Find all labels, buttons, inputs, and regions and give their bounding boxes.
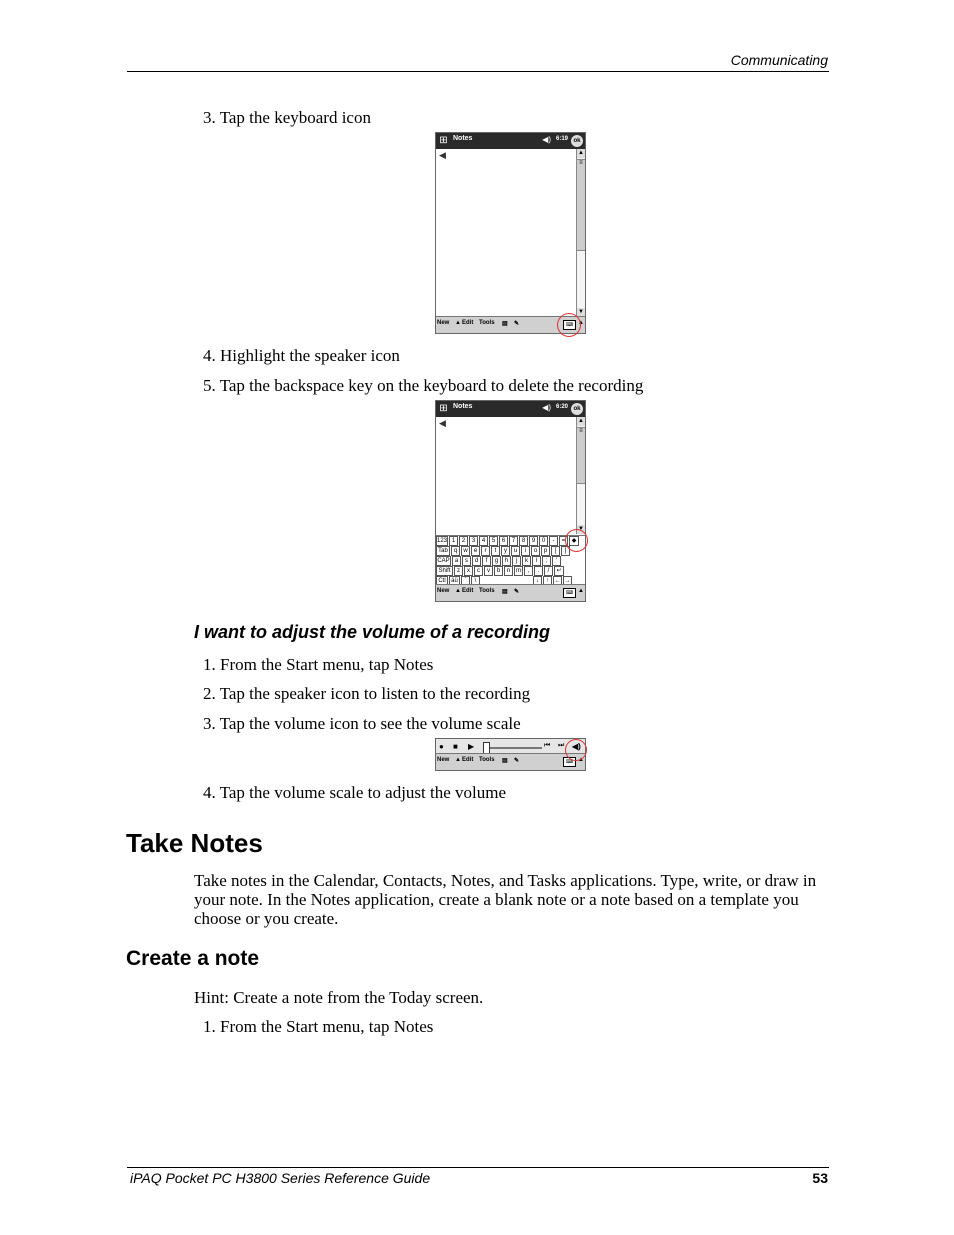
- app-title: Notes: [453, 403, 473, 410]
- step-tap-speaker: 2. Tap the speaker icon to listen to the recording: [203, 684, 531, 703]
- keyboard-key[interactable]: ◆: [569, 536, 579, 546]
- keyboard-key[interactable]: s: [462, 556, 471, 566]
- menu-edit[interactable]: Edit: [462, 757, 474, 763]
- keyboard-key[interactable]: ↵: [554, 566, 564, 576]
- keyboard-key[interactable]: c: [474, 566, 483, 576]
- scrollbar[interactable]: [576, 417, 585, 534]
- keyboard-key[interactable]: z: [454, 566, 463, 576]
- keyboard-key[interactable]: 2: [459, 536, 468, 546]
- pen-icon[interactable]: ✎: [514, 321, 520, 327]
- keyboard-key[interactable]: b: [494, 566, 503, 576]
- keyboard-key[interactable]: u: [511, 546, 520, 556]
- keyboard-key[interactable]: 6: [499, 536, 508, 546]
- ok-button[interactable]: ok: [571, 135, 583, 147]
- screenshot-recorder: [435, 738, 586, 771]
- keyboard-key[interactable]: w: [461, 546, 470, 556]
- keyboard-key[interactable]: Ctl: [436, 576, 448, 586]
- keyboard-key[interactable]: -: [549, 536, 558, 546]
- record-icon[interactable]: ●: [439, 742, 444, 751]
- footer-rule: [127, 1167, 829, 1168]
- keyboard-key[interactable]: Shift: [436, 566, 453, 576]
- keyboard-key[interactable]: ,: [524, 566, 533, 576]
- keyboard-icon[interactable]: ⌨: [563, 320, 576, 330]
- menu-new[interactable]: New: [437, 588, 450, 594]
- keyboard-row: [436, 546, 585, 556]
- keyboard-key[interactable]: 0: [539, 536, 548, 546]
- windows-start-icon[interactable]: ⊞: [439, 403, 448, 414]
- scroll-down-icon[interactable]: ▼: [578, 309, 584, 315]
- keyboard-row: [436, 556, 585, 566]
- keyboard-key[interactable]: 5: [489, 536, 498, 546]
- pen-icon[interactable]: ✎: [514, 589, 520, 595]
- menu-arrow-icon[interactable]: ▲: [455, 588, 461, 594]
- keyboard-key[interactable]: CAP: [437, 558, 450, 564]
- keyboard-key[interactable]: n: [504, 566, 513, 576]
- keyboard-key[interactable]: \: [471, 576, 480, 586]
- keyboard-key[interactable]: áü: [449, 576, 460, 586]
- menu-arrow-icon[interactable]: ▲: [455, 757, 461, 763]
- soft-keyboard: [436, 535, 585, 586]
- notes-view-icon[interactable]: ▤: [502, 589, 508, 595]
- keyboard-key[interactable]: j: [512, 556, 521, 566]
- keyboard-key[interactable]: g: [492, 556, 501, 566]
- keyboard-key[interactable]: m: [516, 568, 521, 574]
- menu-edit[interactable]: Edit: [462, 320, 474, 326]
- input-arrow-icon[interactable]: ▲: [578, 757, 584, 763]
- menu-arrow-icon[interactable]: ▲: [455, 320, 461, 326]
- screenshot-notes-2: [435, 400, 586, 602]
- menu-new[interactable]: New: [437, 320, 450, 326]
- scroll-down-icon[interactable]: ▼: [578, 526, 584, 532]
- speaker-icon[interactable]: ◀): [542, 403, 551, 412]
- stop-icon[interactable]: ■: [453, 742, 458, 751]
- keyboard-key[interactable]: h: [502, 556, 511, 566]
- keyboard-key[interactable]: o: [531, 546, 540, 556]
- keyboard-key[interactable]: ↓: [533, 576, 542, 586]
- keyboard-key[interactable]: x: [464, 566, 473, 576]
- menu-edit[interactable]: Edit: [462, 588, 474, 594]
- page-number: 53: [812, 1170, 828, 1186]
- skip-forward-icon[interactable]: ⏭: [558, 742, 565, 749]
- running-header: Communicating: [730, 52, 828, 68]
- scroll-up-icon[interactable]: ▲: [578, 418, 584, 424]
- keyboard-key[interactable]: `: [461, 576, 470, 586]
- keyboard-key[interactable]: ;: [542, 556, 551, 566]
- keyboard-key[interactable]: t: [491, 546, 500, 556]
- keyboard-key[interactable]: v: [484, 566, 493, 576]
- keyboard-key[interactable]: =: [559, 536, 568, 546]
- volume-icon[interactable]: ◀): [572, 742, 581, 751]
- step-start-menu-notes: 1. From the Start menu, tap Notes: [203, 1017, 434, 1036]
- step-tap-keyboard: 3. Tap the keyboard icon: [203, 108, 371, 127]
- header-rule: [127, 71, 829, 72]
- keyboard-key[interactable]: ]: [561, 546, 570, 556]
- scroll-up-icon[interactable]: ▲: [578, 150, 584, 156]
- step-adjust-volume: 4. Tap the volume scale to adjust the volume: [203, 783, 507, 802]
- step-backspace: 5. Tap the backspace key on the keyboard to delete the recording: [203, 376, 644, 395]
- title-bar: [436, 401, 585, 417]
- keyboard-key[interactable]: ': [552, 556, 561, 566]
- title-bar: [436, 133, 585, 149]
- keyboard-key[interactable]: 8: [519, 536, 528, 546]
- recording-icon[interactable]: ◀: [439, 418, 446, 428]
- scroll-thumb[interactable]: ≡: [577, 427, 585, 484]
- recording-icon[interactable]: ◀: [439, 150, 446, 160]
- highlight-circle: [565, 739, 587, 761]
- keyboard-key[interactable]: →: [564, 578, 571, 584]
- footer-title: iPAQ Pocket PC H3800 Series Reference Guide: [130, 1170, 431, 1186]
- scroll-thumb[interactable]: ≡: [577, 159, 585, 251]
- step-highlight-speaker: 4. Highlight the speaker icon: [203, 346, 400, 365]
- scrollbar[interactable]: [576, 149, 585, 317]
- notes-view-icon[interactable]: ▤: [502, 758, 508, 764]
- keyboard-key[interactable]: r: [481, 546, 490, 556]
- take-notes-paragraph: Take notes in the Calendar, Contacts, Notes, and Tasks applications. Type, write, or draw in your note. In the Notes application, create a blank note or a note based on a template you choose or you create.: [194, 871, 817, 928]
- keyboard-key[interactable]: e: [471, 546, 480, 556]
- ok-button[interactable]: ok: [571, 403, 583, 415]
- notes-view-icon[interactable]: ▤: [502, 321, 508, 327]
- play-icon[interactable]: ▶: [468, 742, 475, 751]
- keyboard-key[interactable]: f: [482, 556, 491, 566]
- keyboard-key[interactable]: p: [541, 546, 550, 556]
- step-tap-volume: 3. Tap the volume icon to see the volume scale: [203, 714, 521, 733]
- keyboard-key[interactable]: d: [472, 556, 481, 566]
- menu-tools[interactable]: Tools: [479, 757, 495, 763]
- keyboard-key[interactable]: [: [551, 546, 560, 556]
- keyboard-key[interactable]: y: [501, 546, 510, 556]
- keyboard-key[interactable]: ←: [554, 578, 561, 584]
- input-arrow-icon[interactable]: ▲: [578, 588, 584, 594]
- menu-new[interactable]: New: [437, 757, 450, 763]
- hint-text: Hint: Create a note from the Today screen.: [194, 988, 484, 1007]
- keyboard-key[interactable]: 7: [509, 536, 518, 546]
- clock: 6:19: [555, 136, 568, 142]
- keyboard-key[interactable]: 4: [479, 536, 488, 546]
- highlight-circle: [565, 529, 588, 552]
- menu-tools[interactable]: Tools: [479, 588, 495, 594]
- keyboard-key[interactable]: i: [521, 546, 530, 556]
- keyboard-key[interactable]: ↑: [543, 576, 552, 586]
- menu-bar: [436, 753, 585, 770]
- keyboard-row: [436, 566, 585, 576]
- keyboard-key[interactable]: l: [532, 556, 541, 566]
- keyboard-icon[interactable]: ⌨: [563, 757, 576, 767]
- subheading-volume: I want to adjust the volume of a recording: [194, 622, 551, 642]
- keyboard-key[interactable]: 9: [529, 536, 538, 546]
- app-title: Notes: [453, 135, 473, 142]
- keyboard-icon[interactable]: ⌨: [563, 588, 576, 598]
- windows-start-icon[interactable]: ⊞: [439, 135, 448, 146]
- keyboard-key[interactable]: 1: [449, 536, 458, 546]
- keyboard-key[interactable]: Tab: [436, 546, 450, 556]
- volume-scale[interactable]: [484, 747, 542, 749]
- keyboard-key[interactable]: k: [522, 556, 531, 566]
- keyboard-row: [436, 536, 585, 546]
- keyboard-key[interactable]: a: [452, 556, 461, 566]
- pen-icon[interactable]: ✎: [514, 758, 520, 764]
- heading-take-notes: Take Notes: [126, 828, 263, 858]
- screenshot-notes-1: [435, 132, 586, 334]
- menu-tools[interactable]: Tools: [479, 320, 495, 326]
- keyboard-key[interactable]: 123: [437, 538, 448, 544]
- keyboard-key[interactable]: 3: [469, 536, 478, 546]
- speaker-icon[interactable]: ◀): [542, 135, 551, 144]
- keyboard-key[interactable]: /: [544, 566, 553, 576]
- skip-back-icon[interactable]: ⏮: [544, 742, 551, 749]
- clock: 6:20: [555, 404, 568, 410]
- keyboard-key[interactable]: .: [534, 566, 543, 576]
- step-start-menu: 1. From the Start menu, tap Notes: [203, 655, 434, 674]
- keyboard-key[interactable]: q: [451, 546, 460, 556]
- highlight-circle: [557, 313, 581, 337]
- heading-create-note: Create a note: [126, 947, 260, 970]
- menu-bar: [436, 584, 585, 601]
- input-arrow-icon[interactable]: ▲: [578, 320, 584, 326]
